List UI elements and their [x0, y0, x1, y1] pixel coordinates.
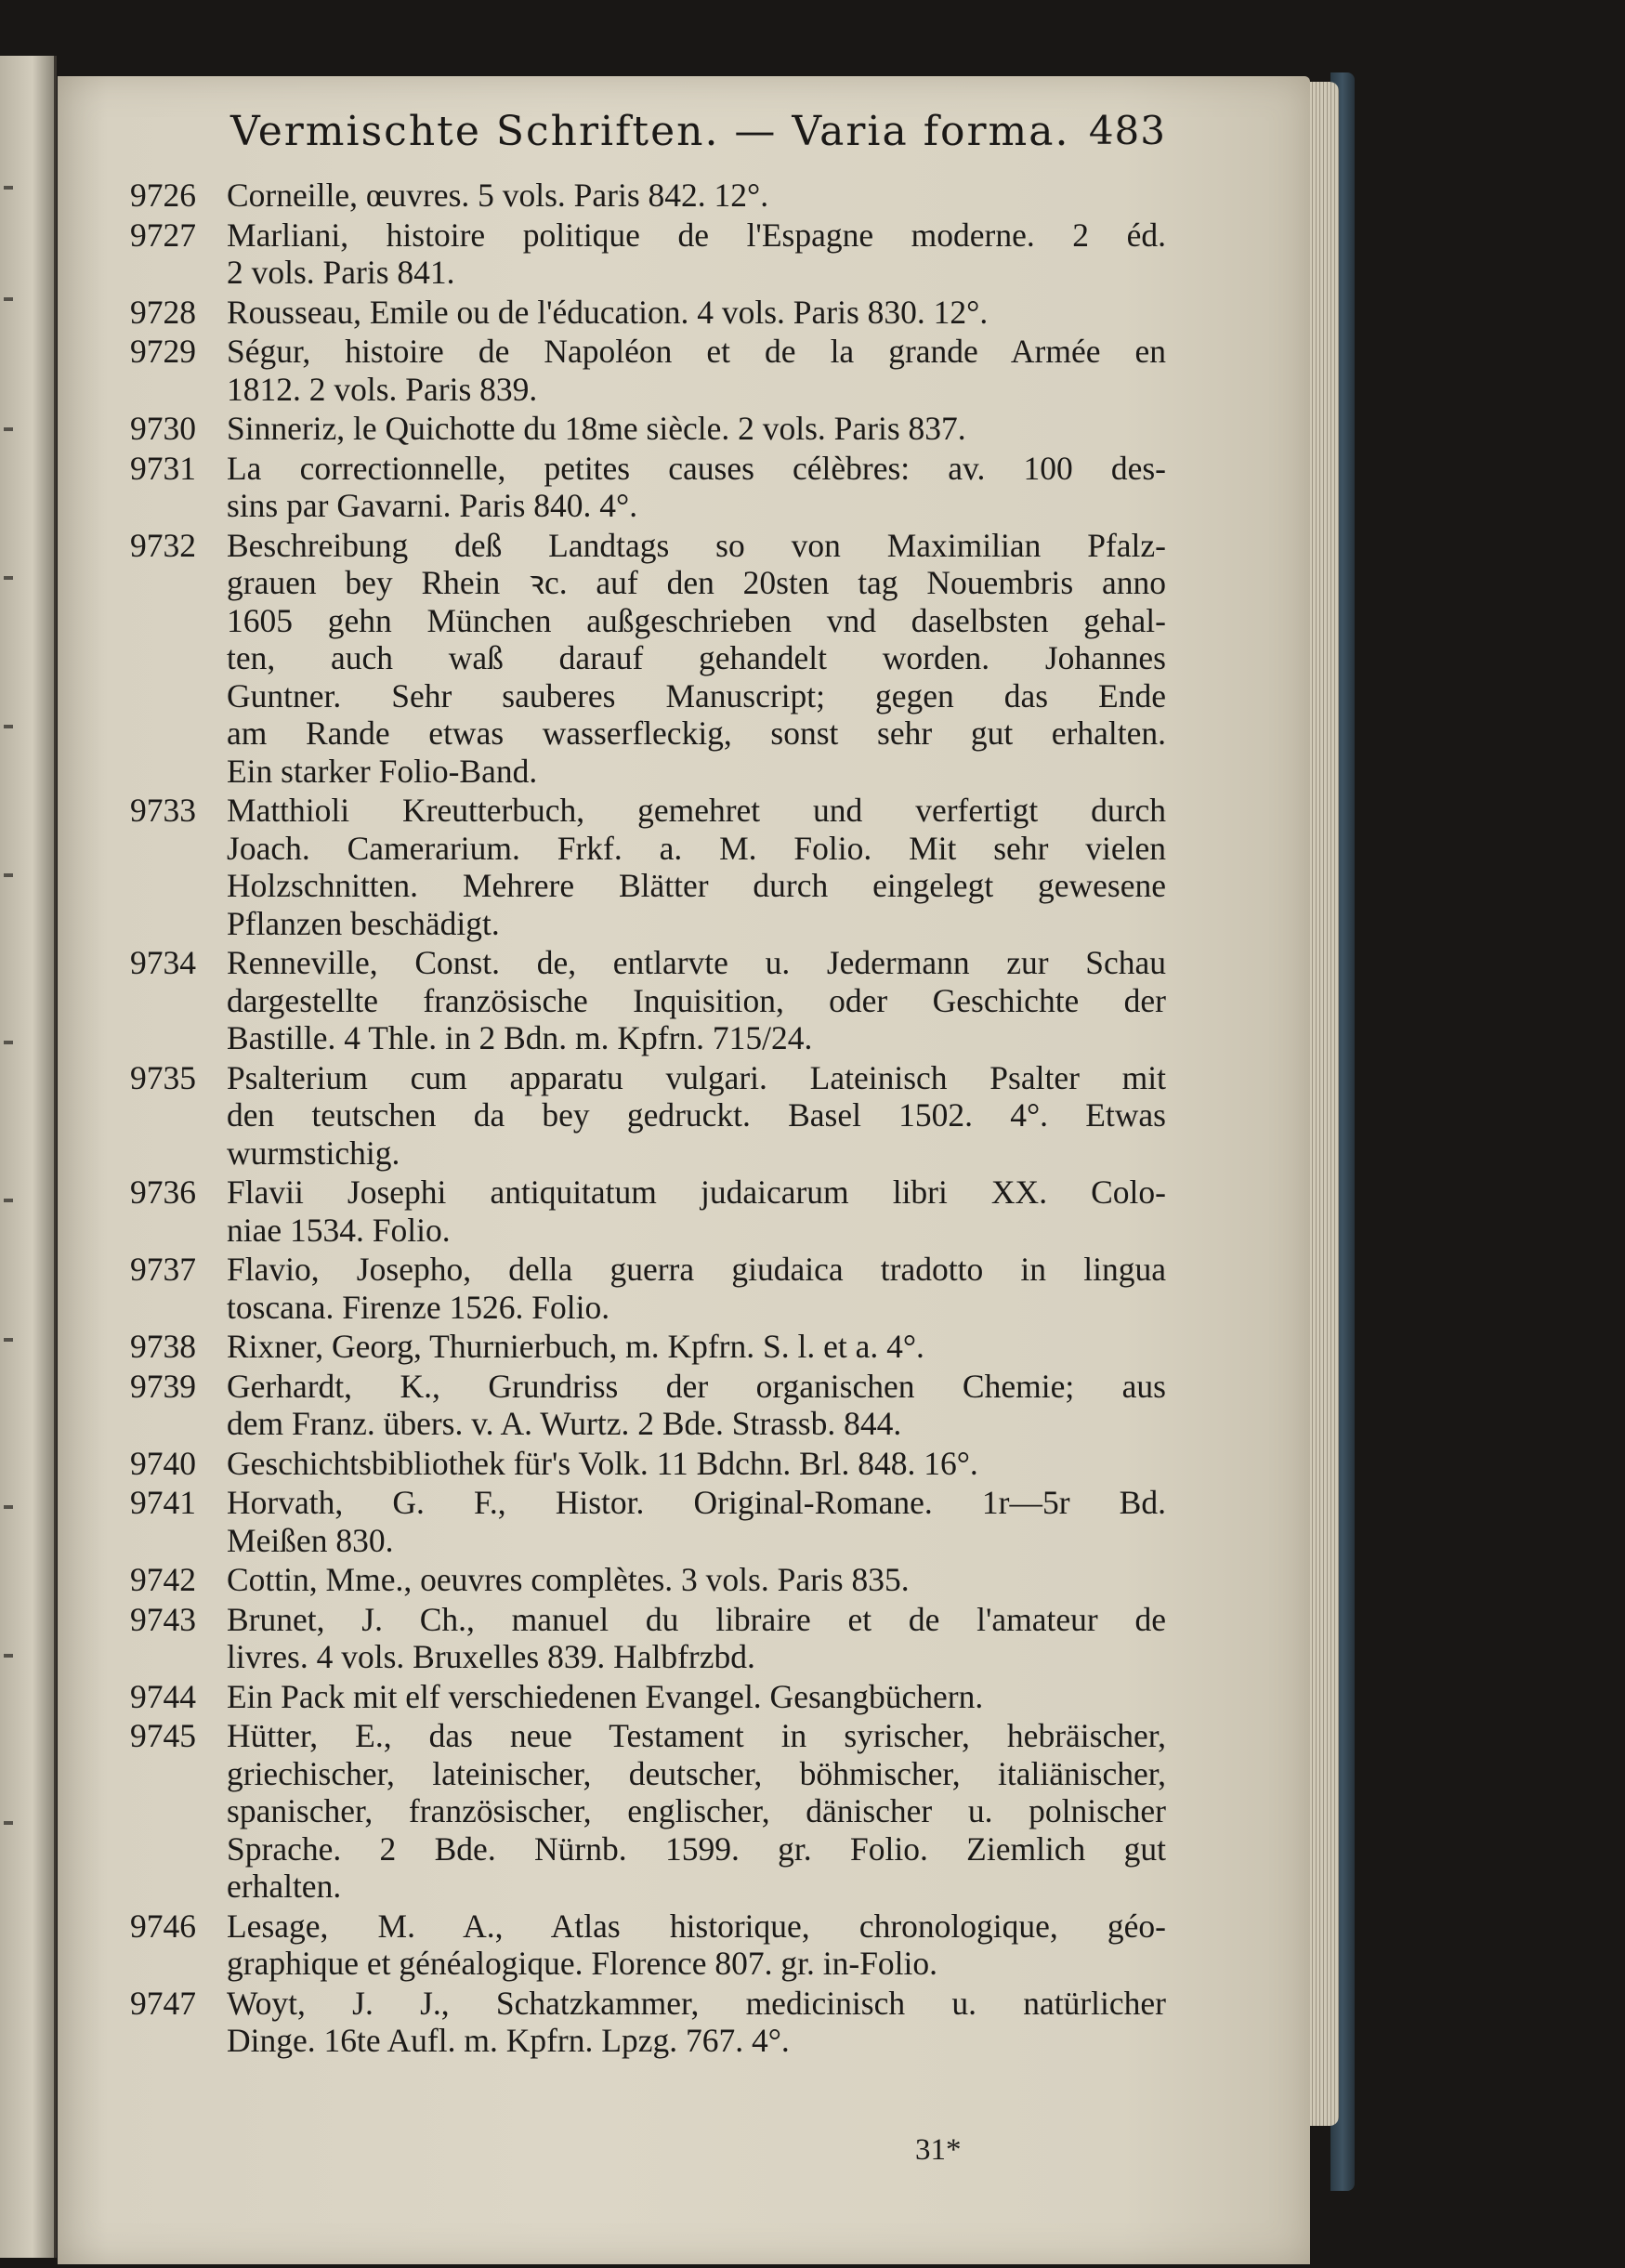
entry-text [227, 1985, 1166, 2060]
catalog-entry [130, 792, 1166, 942]
entry-text [227, 1368, 1166, 1443]
entry-line: Ein starker Folio-Band. [227, 752, 538, 790]
entry-text [227, 1561, 1166, 1599]
entry-text [227, 1907, 1166, 1983]
catalog-entry [130, 1328, 1166, 1366]
entry-line: Marliani, histoire politique de l'Espagne moderne. 2 éd. [227, 216, 1166, 254]
left-page-mark [4, 1041, 13, 1044]
entry-line: Lesage, M. A., Atlas historique, chronologique, géo- [227, 1907, 1166, 1945]
entry-line: dargestellte französische Inquisition, oder Geschichte der [227, 981, 1166, 1019]
entry-line: Rixner, Georg, Thurnierbuch, m. Kpfrn. S. l. et a. 4°. [227, 1328, 924, 1365]
entry-number: 9740 [130, 1444, 196, 1482]
catalog-entry [130, 1445, 1166, 1483]
entry-number: 9730 [130, 410, 196, 447]
entry-line: sins par Gavarni. Paris 840. 4°. [227, 487, 638, 524]
catalog-entry [130, 1251, 1166, 1326]
entry-number: 9742 [130, 1561, 196, 1598]
left-page-mark [4, 1199, 13, 1202]
entry-line: livres. 4 vols. Bruxelles 839. Halbfrzbd. [227, 1638, 755, 1675]
entry-line: Flavio, Josepho, della guerra giudaica tradotto in lingua [227, 1251, 1166, 1288]
entry-line: 1605 gehn München außgeschrieben vnd daselbsten gehal- [227, 601, 1166, 639]
left-page-mark [4, 427, 13, 431]
entry-number: 9743 [130, 1600, 196, 1638]
signature-mark: 31* [915, 2133, 962, 2167]
catalog-entry [130, 450, 1166, 525]
entry-text [227, 1328, 1166, 1366]
entry-text [227, 527, 1166, 791]
entry-line: Meißen 830. [227, 1521, 394, 1559]
entry-line: am Rande etwas wasserfleckig, sonst sehr gut erhalten. [227, 714, 1166, 752]
entry-line: den teutschen da bey gedruckt. Basel 1502. 4°. Etwas [227, 1096, 1166, 1134]
left-page-mark [4, 1338, 13, 1342]
page-number: 483 [1088, 108, 1166, 153]
entry-line: Woyt, J. J., Schatzkammer, medicinisch u. natürlicher [227, 1984, 1166, 2022]
entry-number: 9735 [130, 1058, 196, 1096]
entry-line: Holzschnitten. Mehrere Blätter durch eingelegt gewesene [227, 867, 1166, 904]
entry-line: Cottin, Mme., oeuvres complètes. 3 vols. Paris 835. [227, 1561, 910, 1598]
catalog-entry [130, 1173, 1166, 1249]
entry-line: Renneville, Const. de, entlarvte u. Jedermann zur Schau [227, 944, 1166, 981]
entry-number: 9746 [130, 1907, 196, 1945]
catalog-entry [130, 1678, 1166, 1716]
entry-number: 9739 [130, 1367, 196, 1405]
entry-line: Beschreibung deß Landtags so von Maximilian Pfalz- [227, 526, 1166, 564]
entry-text [227, 792, 1166, 942]
entry-line: Pflanzen beschädigt. [227, 904, 500, 942]
entry-text [227, 1717, 1166, 1906]
entry-text [227, 1484, 1166, 1559]
entry-line: Hütter, E., das neue Testament in syrischer, hebräischer, [227, 1717, 1166, 1754]
entry-line: grauen bey Rhein ꝛc. auf den 20sten tag Nouembris anno [227, 564, 1166, 601]
entry-number: 9733 [130, 792, 196, 829]
entry-text [227, 944, 1166, 1057]
entry-line: spanischer, französischer, englischer, dänischer u. polnischer [227, 1792, 1166, 1829]
entry-line: La correctionnelle, petites causes célèbres: av. 100 des- [227, 449, 1166, 487]
entry-number: 9726 [130, 177, 196, 214]
left-page-mark [4, 725, 13, 728]
entry-line: Matthioli Kreutterbuch, gemehret und verfertigt durch [227, 792, 1166, 829]
entry-line: erhalten. [227, 1868, 342, 1905]
entry-line: Geschichtsbibliothek für's Volk. 11 Bdchn. Brl. 848. 16°. [227, 1444, 978, 1482]
entry-number: 9741 [130, 1484, 196, 1521]
entry-line: Gerhardt, K., Grundriss der organischen Chemie; aus [227, 1367, 1166, 1405]
entry-line: toscana. Firenze 1526. Folio. [227, 1288, 610, 1326]
entry-text [227, 1445, 1166, 1483]
entry-line: graphique et généalogique. Florence 807. gr. in-Folio. [227, 1945, 938, 1982]
entry-line: Ségur, histoire de Napoléon et de la grande Armée en [227, 333, 1166, 370]
left-page-mark [4, 297, 13, 301]
entry-number: 9738 [130, 1328, 196, 1365]
running-title: Vermischte Schriften. — Varia forma. [230, 108, 1070, 155]
entry-number: 9737 [130, 1251, 196, 1288]
catalog-entry [130, 294, 1166, 332]
catalog-entry [130, 1717, 1166, 1906]
catalog-entry [130, 1985, 1166, 2060]
catalog-entry [130, 177, 1166, 215]
entry-line: Bastille. 4 Thle. in 2 Bdn. m. Kpfrn. 715/24. [227, 1019, 813, 1056]
entry-text [227, 294, 1166, 332]
entry-text [227, 1678, 1166, 1716]
entry-line: griechischer, lateinischer, deutscher, böhmischer, italiänischer, [227, 1754, 1166, 1792]
entry-text [227, 1251, 1166, 1326]
entry-text [227, 410, 1166, 448]
catalog-entry [130, 1907, 1166, 1983]
entry-line: Guntner. Sehr sauberes Manuscript; gegen das Ende [227, 676, 1166, 714]
catalog-entry [130, 1484, 1166, 1559]
left-page-edge [0, 56, 57, 2258]
catalog-entry [130, 527, 1166, 791]
entry-number: 9729 [130, 333, 196, 370]
entry-line: Psalterium cum apparatu vulgari. Lateinisch Psalter mit [227, 1058, 1166, 1096]
entry-number: 9745 [130, 1717, 196, 1754]
entry-text [227, 1173, 1166, 1249]
entry-line: Joach. Camerarium. Frkf. a. M. Folio. Mit sehr vielen [227, 829, 1166, 867]
catalog-entry [130, 410, 1166, 448]
entry-number: 9727 [130, 216, 196, 254]
entry-text [227, 450, 1166, 525]
catalog-entry [130, 1059, 1166, 1173]
catalog-entries [130, 177, 1166, 2062]
entry-line: Brunet, J. Ch., manuel du libraire et de l'amateur de [227, 1600, 1166, 1638]
entry-line: Flavii Josephi antiquitatum judaicarum libri XX. Colo- [227, 1173, 1166, 1211]
left-page-mark [4, 1654, 13, 1658]
entry-number: 9744 [130, 1677, 196, 1715]
left-page-mark [4, 576, 13, 580]
entry-number: 9734 [130, 944, 196, 981]
catalog-entry [130, 333, 1166, 408]
entry-number: 9736 [130, 1173, 196, 1211]
entry-line: Dinge. 16te Aufl. m. Kpfrn. Lpzg. 767. 4°. [227, 2022, 790, 2059]
entry-text [227, 216, 1166, 292]
entry-line: 2 vols. Paris 841. [227, 254, 455, 291]
catalog-entry [130, 1368, 1166, 1443]
entry-line: wurmstichig. [227, 1134, 400, 1172]
left-page-mark [4, 873, 13, 877]
entry-number: 9732 [130, 526, 196, 564]
entry-line: Sprache. 2 Bde. Nürnb. 1599. gr. Folio. Ziemlich gut [227, 1829, 1166, 1868]
entry-text [227, 1059, 1166, 1173]
entry-line: 1812. 2 vols. Paris 839. [227, 370, 538, 408]
entry-line: Sinneriz, le Quichotte du 18me siècle. 2 vols. Paris 837. [227, 410, 966, 447]
entry-text [227, 177, 1166, 215]
entry-line: Corneille, œuvres. 5 vols. Paris 842. 12°. [227, 177, 769, 214]
entry-line: Rousseau, Emile ou de l'éducation. 4 vols. Paris 830. 12°. [227, 293, 989, 331]
entry-number: 9731 [130, 449, 196, 487]
entry-line: Ein Pack mit elf verschiedenen Evangel. Gesangbüchern. [227, 1677, 984, 1715]
page-edges [1305, 82, 1339, 2126]
entry-text [227, 333, 1166, 408]
left-page-mark [4, 1505, 13, 1509]
entry-line: dem Franz. übers. v. A. Wurtz. 2 Bde. Strassb. 844. [227, 1405, 902, 1442]
entry-text [227, 1601, 1166, 1676]
catalog-entry [130, 216, 1166, 292]
catalog-entry [130, 1601, 1166, 1676]
left-page-mark [4, 186, 13, 190]
left-page-mark [4, 1821, 13, 1825]
catalog-entry [130, 944, 1166, 1057]
page-header [167, 108, 1166, 164]
catalog-entry [130, 1561, 1166, 1599]
entry-line: ten, auch waß darauf gehandelt worden. Johannes [227, 639, 1166, 676]
entry-number: 9728 [130, 293, 196, 331]
entry-line: Horvath, G. F., Histor. Original-Romane. 1r—5r Bd. [227, 1484, 1166, 1521]
entry-number: 9747 [130, 1984, 196, 2022]
entry-line: niae 1534. Folio. [227, 1211, 451, 1249]
